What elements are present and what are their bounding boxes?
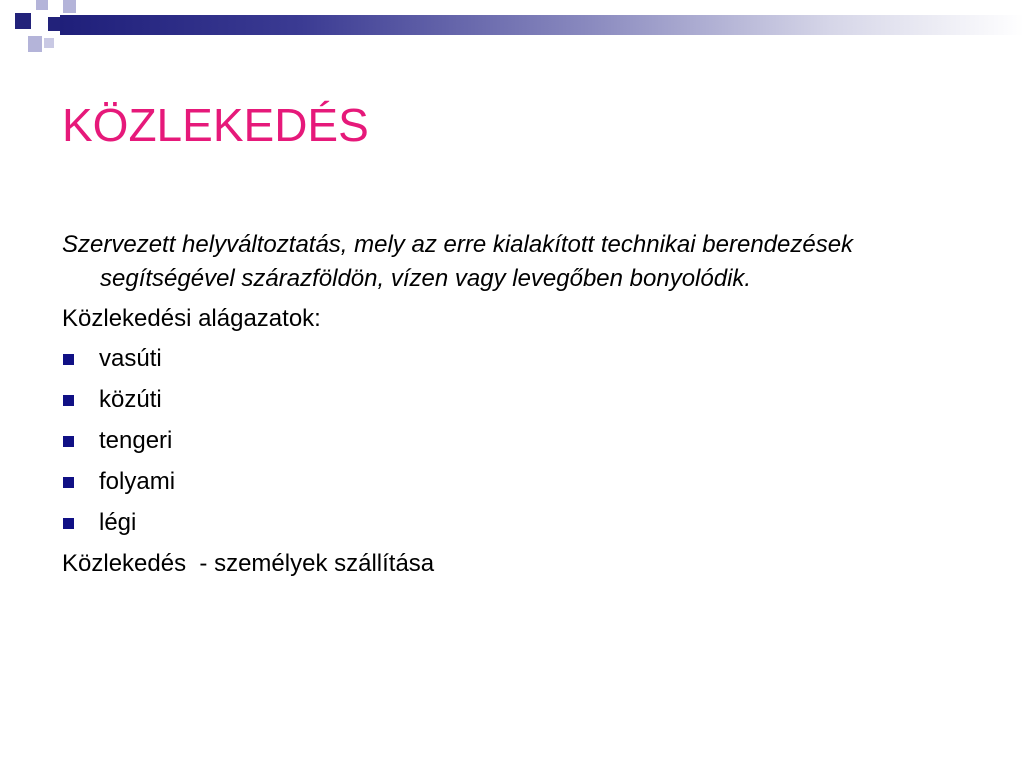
branches-heading: Közlekedési alágazatok: xyxy=(62,305,321,332)
list-item xyxy=(62,342,962,376)
decorative-square xyxy=(28,36,42,52)
footer-line: Közlekedés - személyek szállítása xyxy=(62,550,435,577)
branches-list xyxy=(62,342,962,540)
list-item-label: közúti xyxy=(99,386,162,413)
slide-content xyxy=(62,228,962,587)
list-item-label: tengeri xyxy=(99,427,173,454)
decorative-square xyxy=(63,0,76,13)
square-bullet-icon xyxy=(63,395,74,406)
decorative-square xyxy=(44,38,54,48)
decorative-square xyxy=(36,0,48,10)
list-item-label: légi xyxy=(99,509,137,536)
list-item-label: vasúti xyxy=(99,345,162,372)
list-item xyxy=(62,424,962,458)
decorative-square xyxy=(15,13,31,29)
decorative-square xyxy=(48,17,60,31)
header-gradient-bar xyxy=(60,15,1024,35)
list-item xyxy=(62,465,962,499)
definition-text: Szervezett helyváltoztatás, mely az erre kialakított technikai berendezések segítségével szárazföldön, vízen vagy levegőben bonyolódik. xyxy=(62,231,854,292)
list-item xyxy=(62,383,962,417)
list-item-label: folyami xyxy=(99,468,176,495)
square-bullet-icon xyxy=(63,477,74,488)
square-bullet-icon xyxy=(63,436,74,447)
list-item xyxy=(62,506,962,540)
square-bullet-icon xyxy=(63,354,74,365)
square-bullet-icon xyxy=(63,518,74,529)
slide-title: KÖZLEKEDÉS xyxy=(62,99,369,151)
